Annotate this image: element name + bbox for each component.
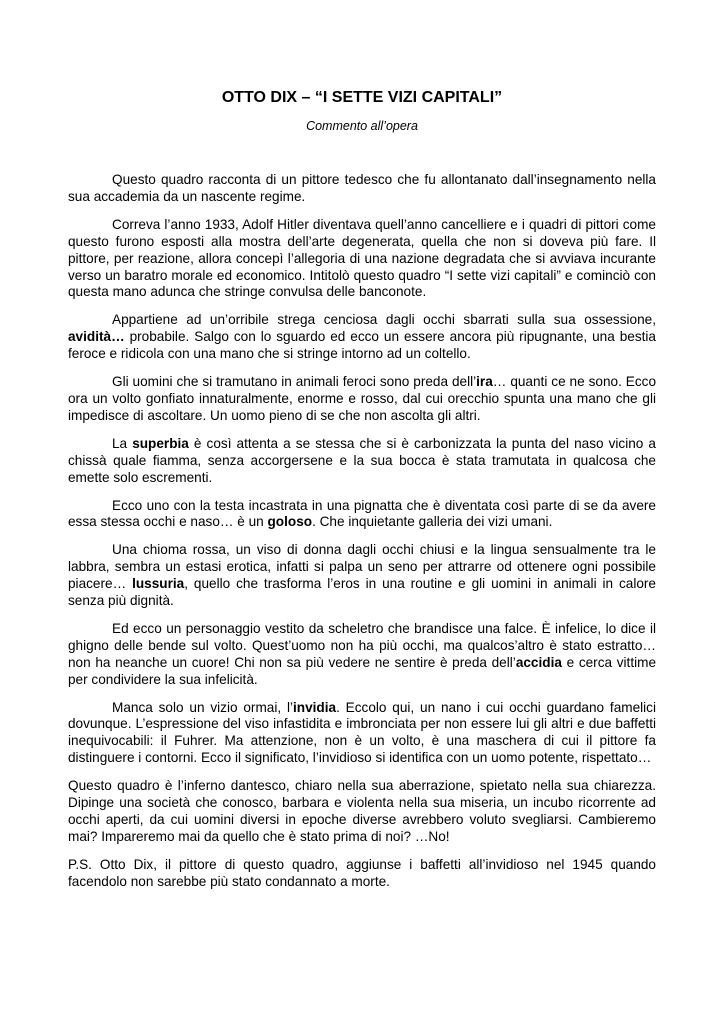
vice-wrath: ira <box>476 374 493 390</box>
paragraph-3-text-b: probabile. Salgo con lo sguardo ed ecco un essere ancora più ripugnante, una bestia feroce e ridicola con una mano che si stringe intorno ad un coltello. <box>68 329 656 362</box>
document-title: OTTO DIX – “I SETTE VIZI CAPITALI” <box>221 89 503 106</box>
paragraph-9 <box>68 700 656 768</box>
paragraph-10: Questo quadro è l’inferno dantesco, chiaro nella sua aberrazione, spietato nella sua chiarezza. Dipinge una società che conosco, barbara e violenta nella sua miseria, un incubo ricorrente ad occhi aperti, da cui uomini diversi in epoche diverse avrebbero voluto svegliarsi. Cambieremo mai? Impareremo mai da quello che è stato prima di noi? …No! <box>68 778 656 844</box>
vice-envy: invidia <box>293 699 337 715</box>
paragraph-9-text-a: Manca solo un vizio ormai, l’ <box>112 699 293 715</box>
paragraph-5-text-a: La <box>112 435 133 451</box>
paragraph-8 <box>68 621 656 689</box>
vice-avarice: avidità… <box>68 329 125 345</box>
paragraph-postscript: P.S. Otto Dix, il pittore di questo quadro, aggiunse i baffetti all’invidioso nel 1945 quando facendolo non sarebbe più stato condannato a morte. <box>68 856 656 889</box>
vice-gluttony: goloso <box>267 514 313 530</box>
paragraph-7 <box>68 542 656 610</box>
paragraph-6-text-a: Ecco uno con la testa incastrata in una pignatta che è diventata così parte di se da avere essa stessa occhi e naso… è un <box>68 497 656 530</box>
paragraph-5 <box>68 436 656 487</box>
paragraph-7-text-b: , quello che trasforma l’eros in una routine e gli uomini in animali in calore senza più dignità. <box>68 576 656 609</box>
paragraph-4-text-b: … quanti ce ne sono. Ecco ora un volto gonfiato innaturalmente, enorme e rosso, dal cui orecchio spunta una mano che gli impedisce di ascoltare. Un uomo pieno di se che non ascolta gli altri. <box>68 374 656 423</box>
paragraph-8-text-a: Ed ecco un personaggio vestito da scheletro che brandisce una falce. È infelice, lo dice il ghigno delle bende sul volto. Quest’uomo non ha più occhi, ma qualcos’altro è stato estratto… non ha neanche un cuore! Chi non sa più vedere ne sentire è preda dell’ <box>68 620 656 670</box>
document-page <box>68 88 656 902</box>
paragraph-9-text-b: . Eccolo qui, un nano i cui occhi guardano famelici dovunque. L’espressione del viso infastidita e imbronciata per non essere lui gli altri e due baffetti inequivocabili: il Fuhrer. Ma attenzione, non è un volto, è una maschera di cui il pittore fa distinguere i contorni. Ecco il significato, l’invidioso si identifica con un uomo potente, rispettato… <box>68 699 656 766</box>
vice-sloth: accidia <box>515 654 562 670</box>
paragraph-8-text-b: e cerca vittime per condividere la sua infelicità. <box>68 654 657 687</box>
paragraph-4 <box>68 374 656 425</box>
paragraph-3-text-a: Appartiene ad un’orribile strega cenciosa dagli occhi sbarrati sulla sua ossessione, <box>112 312 656 328</box>
document-subtitle: Commento all’opera <box>306 119 418 133</box>
paragraph-1: Questo quadro racconta di un pittore tedesco che fu allontanato dall’insegnamento nella sua accademia da un nascente regime. <box>68 172 656 204</box>
paragraph-6-text-b: . Che inquietante galleria dei vizi umani. <box>312 514 553 530</box>
document-body <box>68 172 656 891</box>
paragraph-7-text-a: Una chioma rossa, un viso di donna dagli occhi chiusi e la lingua sensualmente tra le labbra, sembra un estasi erotica, infatti si palpa un seno per attrarre od ottenere ogni possibile piacere… <box>68 542 656 592</box>
paragraph-6 <box>68 498 656 532</box>
paragraph-3 <box>68 312 656 363</box>
vice-pride: superbia <box>132 435 189 451</box>
paragraph-4-text-a: Gli uomini che si tramutano in animali feroci sono preda dell’ <box>112 374 477 390</box>
vice-lust: lussuria <box>132 576 185 592</box>
paragraph-2: Correva l’anno 1933, Adolf Hitler diventava quell’anno cancelliere e i quadri di pittori come questo furono esposti alla mostra dell’arte degenerata, quella che non si doveva più fare. Il pittore, per reazione, allora concepì l’allegoria di una nazione degradata che si avviava incurante verso un baratro morale ed economico. Intitolò questo quadro “I sette vizi capitali” e cominciò con questa mano adunca che stringe convulsa delle banconote. <box>68 216 656 300</box>
paragraph-5-text-b: è così attenta a se stessa che si è carbonizzata la punta del naso vicino a chissà quale fiamma, senza accorgersene e la sua bocca è stata tramutata in qualcosa che emette solo escrementi. <box>68 435 656 485</box>
